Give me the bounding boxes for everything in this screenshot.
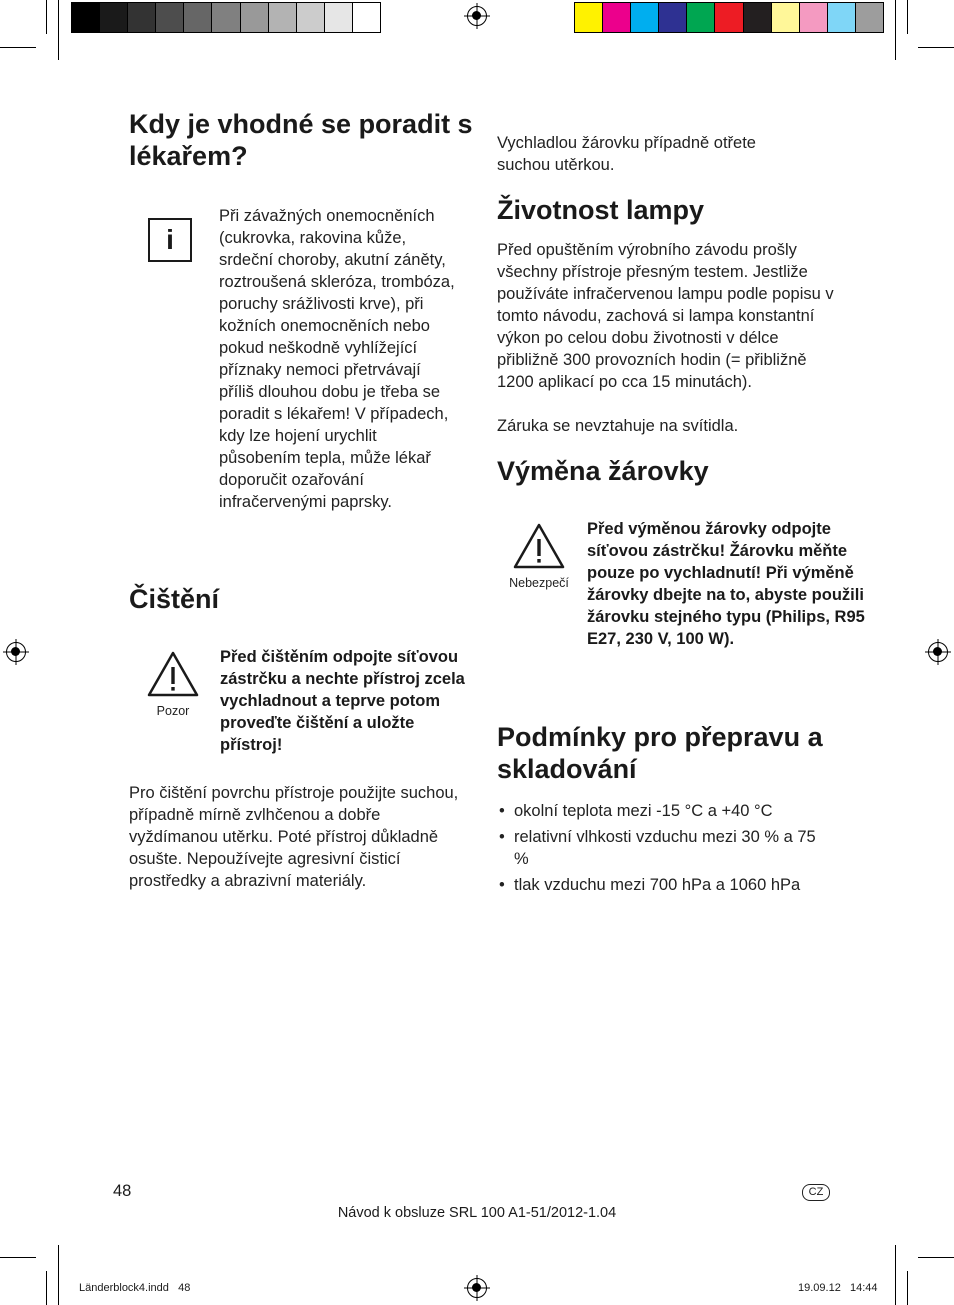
info-icon <box>148 218 192 262</box>
doctor-advice-text: Při závažných onemocněních (cukrovka, rakovina kůže, srdeční choroby, akutní záněty, roztroušená skleróza, trombóza, poruchy srážlivosti krve), při kožních onemocněních nebo pokud neškodně vyhlížející příznaky nemoci přetrvávají příliš dlouhou dobu je třeba se poradit s lékařem! V případech, kdy lze hojení urychlit působením tepla, může lékař doporučit ozařování infračervenými paprsky. <box>219 207 455 511</box>
page-number: 48 <box>113 1182 132 1200</box>
slug-file-name: Länderblock4.indd 48 <box>79 1282 191 1294</box>
gray-swatch <box>241 3 269 32</box>
manual-reference: Návod k obsluze SRL 100 A1-51/2012-1.04 <box>337 1205 617 1221</box>
registration-mark-bottom <box>467 1278 487 1298</box>
info-icon-letter: i <box>166 224 174 255</box>
color-swatch <box>744 3 772 32</box>
process-color-bar <box>574 2 884 33</box>
bulb-wipe-text: Vychladlou žárovku případně otřete suchou utěrkou. <box>497 134 756 174</box>
color-swatch <box>772 3 800 32</box>
color-swatch <box>603 3 631 32</box>
lamp-lifetime-text: Před opuštěním výrobního závodu prošly všechny přístroje přesným testem. Jestliže používáte infračervenou lampu podle popisu v tomto návodu, zachová si lampa konstantní výkon po celou dobu životnosti v délce přibližně 300 provozních hodin (= přibližně 1200 aplikací po cca 15 minutách). <box>497 241 834 391</box>
transport-conditions-list <box>497 800 832 900</box>
bulb-replacement-warning: Před výměnou žárovky odpojte síťovou zástrčku! Žárovku měňte pouze po vychladnutí! Při výměně žárovky dbejte na to, abyste použili žárovku stejného typu (Philips, R95 E27, 230 V, 100 W). <box>587 520 865 648</box>
heading-when-to-consult-doctor: Kdy je vhodné se poradit s lékařem? <box>129 109 473 171</box>
color-swatch <box>800 3 828 32</box>
color-swatch <box>659 3 687 32</box>
gray-swatch <box>325 3 353 32</box>
color-swatch <box>575 3 603 32</box>
gray-swatch <box>184 3 212 32</box>
color-swatch <box>828 3 856 32</box>
heading-transport-storage: Podmínky pro přepravu a skladování <box>497 722 823 784</box>
color-swatch <box>631 3 659 32</box>
cleaning-instructions-text: Pro čištění povrchu přístroje použijte suchou, případně mírně zvlhčenou a dobře vyždímanou utěrku. Poté přístroj důkladně osušte. Nepoužívejte agresivní čisticí prostředky a abrazivní materiály. <box>129 784 459 890</box>
color-swatch <box>687 3 715 32</box>
danger-block <box>503 522 575 590</box>
grayscale-color-bar <box>71 2 381 33</box>
heading-cleaning: Čištění <box>129 584 220 614</box>
registration-mark-right <box>928 642 948 662</box>
gray-swatch <box>297 3 325 32</box>
list-item: • okolní teplota mezi -15 °C a +40 °C <box>497 800 832 822</box>
warranty-note: Záruka se nevztahuje na svítidla. <box>497 417 739 435</box>
warning-triangle-icon <box>146 650 200 698</box>
list-item: • relativní vlhkosti vzduchu mezi 30 % a 75 % <box>497 826 832 870</box>
color-swatch <box>856 3 883 32</box>
danger-caption: Nebezpečí <box>509 576 569 590</box>
gray-swatch <box>100 3 128 32</box>
caution-caption: Pozor <box>156 704 190 718</box>
gray-swatch <box>128 3 156 32</box>
caution-block <box>140 650 206 718</box>
gray-swatch <box>72 3 100 32</box>
gray-swatch <box>212 3 240 32</box>
slug-date: 19.09.12 14:44 <box>798 1282 878 1294</box>
gray-swatch <box>353 3 380 32</box>
list-item: • tlak vzduchu mezi 700 hPa a 1060 hPa <box>497 874 832 896</box>
gray-swatch <box>156 3 184 32</box>
registration-mark-top <box>467 6 487 26</box>
heading-bulb-replacement: Výměna žárovky <box>497 456 709 486</box>
warning-triangle-icon <box>512 522 566 570</box>
gray-swatch <box>269 3 297 32</box>
cleaning-warning-text: Před čištěním odpojte síťovou zástrčku a nechte přístroj zcela vychladnout a teprve potom proveďte čištění a uložte přístroj! <box>220 648 465 754</box>
heading-lamp-lifetime: Životnost lampy <box>497 195 705 225</box>
registration-mark-left <box>6 642 26 662</box>
language-badge: CZ <box>802 1184 830 1201</box>
color-swatch <box>715 3 743 32</box>
